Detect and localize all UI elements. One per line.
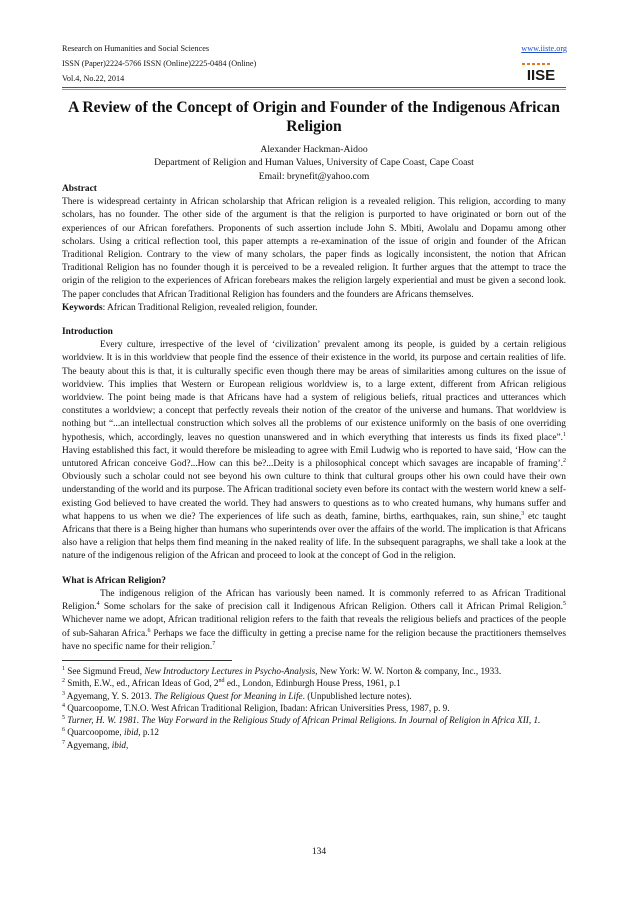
footnote-ref-7[interactable]: 7 <box>212 640 216 647</box>
footnote-3: $^3$ Agyemang, Y. S. 2013. The Religious Quest for Meaning in Life. (Unpublished lecture notes). <box>62 690 412 701</box>
article-body <box>62 183 566 751</box>
issn-line: ISSN (Paper)2224-5766 ISSN (Online)2225-0484 (Online) <box>62 58 257 68</box>
article-title: A Review of the Concept of Origin and Founder of the Indigenous African Religion <box>68 99 560 135</box>
footnote-1: $^1$ See Sigmund Freud, New Introductory Lectures in Psycho-Analysis, New York: W. W. Norton & company, Inc., 1933. <box>62 665 502 676</box>
iiste-logo <box>516 63 566 83</box>
footnote-ref-6[interactable]: 6 <box>147 627 151 634</box>
footnote-separator <box>62 660 232 661</box>
footnote-ref-4[interactable]: 4 <box>96 600 100 607</box>
journal-url-link[interactable]: www.iiste.org <box>521 44 567 53</box>
journal-name: Research on Humanities and Social Sciences <box>62 44 210 53</box>
abstract-heading: Abstract <box>62 184 97 194</box>
footnote-ref-1[interactable]: 1 <box>563 431 566 438</box>
footnote-2: $^2$ Smith, E.W., ed., African Ideas of God, 2nd ed., London, Edinburgh House Press, 1961, p.1 <box>62 678 401 689</box>
african-religion-paragraph: The indigenous religion of the African has variously been named. It is commonly referred to as African Traditional Religion.$^4$ Some scholars for the sake of precision call it Indigenous African Religion. Others call it African Primal Religion.$^5$ Whichever name we adopt, African traditional religion refers to the faith that reveals the religious beliefs and practices of the people of sub-Saharan Africa.$^6$ Perhaps we face the difficulty in getting a precise name for the religion because the practitioners themselves have no specific name for their religion.$^7$ <box>62 588 566 652</box>
author-block <box>62 143 566 183</box>
introduction-paragraph: Every culture, irrespective of the level of ‘civilization’ prevalent among its people, is guided by a certain religious worldview. It is in this worldview that people find the essence of their existence in the world, its purpose and certain realities of life. The beauty about this is that, it is culturally specific even though there may be areas of similarities among cultures on the issue of worldview. This implies that Western or European religious worldview is, to a large extent, different from African religious worldview. The point being made is that Africans have had a system of religious beliefs, ritual practices and utterances which constitutes a worldview; a concept that perfectly reveals their notion of the creator of the universe and humans. That worldview is nothing but “...an intellectual construction which solves all the problems of our existence uniformly on the basis of one overriding hypothesis, which, accordingly, leaves no question unanswered and in which everything that interests us finds its fixed place”.$^1$ Having established this fact, it would therefore be misleading to agree with Emil Ludwig who is reported to have said, ‘How can the untutored African conceive God?...How can this be?...Deity is a philosophical concept which savages are incapable of framing’.$^2$ Obviously such a scholar could not see beyond his own culture to think that cultural groups other his own could have their own understanding of the world and its purpose. The African traditional society even before its contact with the western world knew a self-existing God believed to have created the world. They had answers to questions as to who created humans, why humans suffer and what happens to us when we die? The experiences of life such as death, famine, births, earthquakes, rain, sun shine,$^3$ etc taught Africans that there is a Being higher than humans who superintends over over the affairs of the world. The implication is that Africans also have a religion that helps them find meaning in the naked reality of life. In the subsequent paragraphs, we shall take a look at the nature of the indigenous religion of the African and proceed to look at the concept of God in the religion. <box>62 340 566 562</box>
footnote-ref-2[interactable]: 2 <box>563 457 566 464</box>
author-affiliation: Department of Religion and Human Values, University of Cape Coast, Cape Coast <box>154 157 474 169</box>
footnotes <box>62 665 566 751</box>
introduction-heading: Introduction <box>62 327 113 338</box>
abstract-text: There is widespread certainty in African scholarship that African religion is a revealed religion. This religion, according to many scholars, has no founder. The other side of the argument is that the religion is purported to have originated or born out of the experiences of our African forefathers. Proponents of such assertion include John S. Mbiti, Awolalu and Dopamu among other scholars. Using a critical reflection tool, this paper attempts a re-examination of the issue of origin and founder of the African Traditional Religion. Contrary to the view of many scholars, the paper finds as logically inconsistent, the notion that African Traditional Religion has no founder though it is perceived to be a revealed religion. It further argues that the attempt to trace the origin of the religion to the experiences of African forebears makes the religion largely experiential and must be given a second look. The paper concludes that African Traditional Religion has founders and the founders are Africans themselves. <box>62 197 566 300</box>
author-name: Alexander Hackman-Aidoo <box>260 144 368 155</box>
keywords-text: : African Traditional Religion, revealed religion, founder. <box>102 302 318 313</box>
author-email: Email: brynefit@yahoo.com <box>258 170 370 182</box>
footnote-5: $^5$ Turner, H. W. 1981. The Way Forward in the Religious Study of African Primal Religions. In Journal of Religion in Africa XII, 1. <box>62 715 541 726</box>
volume-line: Vol.4, No.22, 2014 <box>62 73 125 83</box>
keywords-line <box>62 302 566 315</box>
footnote-ref-5[interactable]: 5 <box>563 600 566 607</box>
page-number: 134 <box>311 847 327 857</box>
logo-text: IISE <box>526 67 556 83</box>
header-rule <box>62 87 566 88</box>
footnote-ref-3[interactable]: 3 <box>521 510 525 517</box>
keywords-label: Keywords <box>62 302 103 313</box>
footnote-7: $^7$ Agyemang, ibid, <box>62 739 129 750</box>
footnote-6: $^6$ Quarcoopome, ibid, p.12 <box>62 727 159 738</box>
section-heading-african-religion: What is African Religion? <box>62 575 166 586</box>
header-rule-thin <box>62 89 566 90</box>
footnote-4: $^4$ Quarcoopome, T.N.O. West African Traditional Religion, Ibadan: African Universities Press, 1987, p. 9. <box>62 702 450 713</box>
journal-header <box>62 44 362 89</box>
